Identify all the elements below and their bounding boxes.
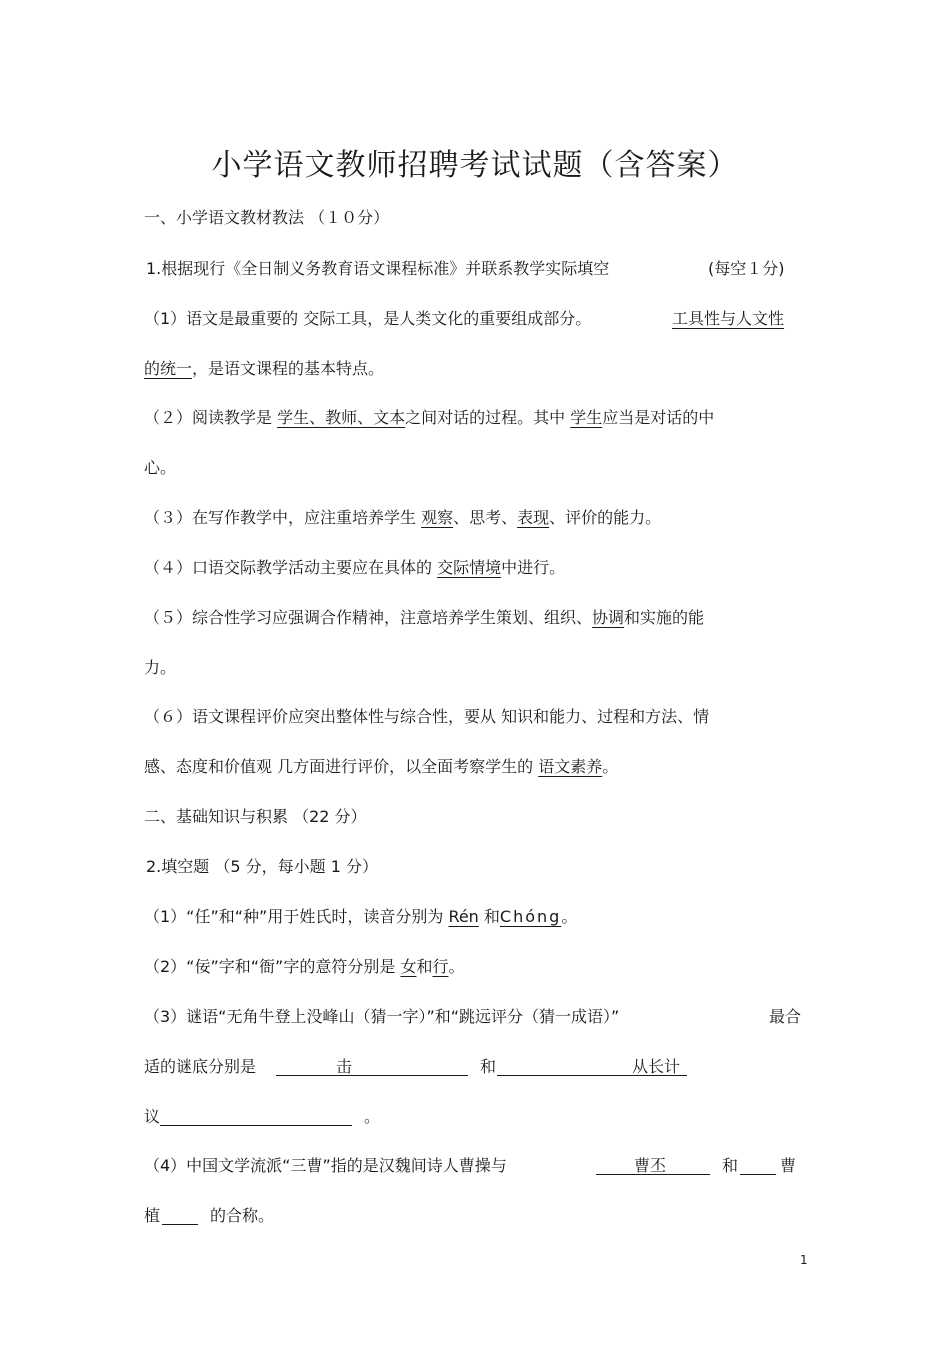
q1-item-2-text-c: 应当是对话的中 (602, 408, 715, 427)
q1-item-1-text: （1）语文是最重要的 交际工具，是人类文化的重要组成部分。 (144, 309, 592, 328)
q2-item-3-cont (144, 1056, 704, 1078)
q2-item-3 (144, 1006, 802, 1028)
q2-item-4-blank-2 (740, 1155, 776, 1175)
q1-item-2-answer-1: 学生、教师、文本 (277, 408, 406, 427)
q1-item-3-text-b: 、思考、 (453, 508, 518, 527)
q2-item-3-answer-2a: 从长计 (632, 1057, 681, 1076)
page-number: 1 (800, 1253, 808, 1267)
q1-item-3 (144, 507, 661, 529)
section-2-heading: 二、基础知识与积累 （22 分） (144, 807, 367, 826)
q2-item-4-text-c: 植 (144, 1206, 161, 1225)
q1-item-5-text-b: 和实施的能 (624, 608, 705, 627)
q2-item-4-text-b: 和 (722, 1156, 739, 1175)
q1-item-2-text-a: （２）阅读教学是 (144, 408, 278, 427)
q1-item-4 (144, 557, 565, 579)
q2-item-1-answer-2: Chóng (499, 907, 562, 926)
q2-item-3-blank-1 (276, 1056, 468, 1076)
q2-item-3-answer-2b: 议 (144, 1107, 161, 1126)
q2-item-2-answer-2: 行 (432, 957, 449, 976)
q1-stem (146, 258, 785, 280)
q1-item-1-answer-b: 的统一 (144, 359, 193, 378)
q1-item-3-text-a: （３）在写作教学中，应注重培养学生 (144, 508, 422, 527)
q2-item-4-answer-1: 曹丕 (634, 1156, 667, 1175)
q2-item-4-blank-3 (162, 1205, 198, 1225)
q2-item-1-text-b: 和 (478, 907, 500, 926)
q2-item-4-text-a: （4）中国文学流派“三曹”指的是汉魏间诗人曹操与 (144, 1156, 507, 1175)
q2-item-4-text-d: 的合称。 (210, 1206, 275, 1225)
q1-item-1-answer-a: 工具性与人文性 (672, 309, 785, 328)
q1-item-1-tail: ，是语文课程的基本特点。 (192, 359, 385, 378)
q1-item-5-text-a: （５）综合性学习应强调合作精神，注意培养学生策划、组织、 (144, 608, 593, 627)
q2-item-1-text-a: （1）“任”和“种”用于姓氏时，读音分别为 (144, 907, 449, 926)
q1-item-6-text-c: 。 (602, 757, 619, 776)
q2-stem: 2.填空题 （5 分，每小题 1 分） (146, 857, 378, 876)
q2-item-3-text-b: 最合 (769, 1007, 802, 1026)
q2-item-2-text-a: （2）“佞”字和“衙”字的意符分别是 (144, 957, 401, 976)
page-title: 小学语文教师招聘考试试题（含答案） (211, 148, 739, 183)
q1-item-4-text-b: 中进行。 (501, 558, 566, 577)
q1-item-5-cont: 力。 (144, 658, 177, 677)
q2-item-3-text-a: （3）谜语“无角牛登上没峰山（猜一字）”和“跳远评分（猜一成语）” (144, 1007, 620, 1026)
q2-item-2-text-b: 和 (416, 957, 433, 976)
q2-item-4 (144, 1155, 804, 1177)
q2-item-3-text-c: 适的谜底分别是 (144, 1057, 257, 1076)
q1-item-3-text-c: 、评价的能力。 (549, 508, 662, 527)
q1-item-6-cont (144, 756, 618, 778)
q1-item-3-answer-2: 表现 (517, 508, 550, 527)
q2-item-3-cont-2 (144, 1106, 404, 1128)
q2-item-2-answer-1: 女 (400, 957, 417, 976)
q2-item-2-text-c: 。 (448, 957, 465, 976)
q2-item-1-answer-1: Rén (448, 907, 479, 926)
q2-item-3-answer-1: 击 (336, 1057, 353, 1076)
q1-item-4-answer: 交际情境 (437, 558, 502, 577)
q2-item-3-text-e: 。 (364, 1107, 381, 1126)
section-1-heading: 一、小学语文教材教法 （１０分） (144, 208, 390, 227)
q1-item-6-answer: 语文素养 (538, 757, 603, 776)
q1-item-1-cont (144, 358, 384, 380)
q1-item-2-cont: 心。 (144, 458, 177, 477)
q1-item-2 (144, 407, 714, 429)
q1-item-3-answer-1: 观察 (421, 508, 454, 527)
q1-item-1 (144, 308, 785, 330)
q1-stem-text: 1.根据现行《全日制义务教育语文课程标准》并联系教学实际填空 (146, 259, 610, 278)
q2-item-4-answer-2: 曹 (780, 1156, 797, 1175)
q1-item-2-answer-2: 学生 (570, 408, 603, 427)
q1-score: (每空１分) (708, 259, 785, 278)
q2-item-3-blank-3 (160, 1106, 352, 1126)
q1-item-6: （６）语文课程评价应突出整体性与综合性，要从 知识和能力、过程和方法、情 (144, 707, 710, 726)
q2-item-2 (144, 956, 465, 978)
q2-item-4-cont (144, 1205, 304, 1227)
q2-item-1-text-c: 。 (561, 907, 578, 926)
q1-item-5 (144, 607, 704, 629)
q1-item-5-answer: 协调 (592, 608, 625, 627)
q2-item-1 (144, 906, 577, 928)
q2-item-3-text-d: 和 (480, 1057, 497, 1076)
q1-item-4-text-a: （４）口语交际教学活动主要应在具体的 (144, 558, 438, 577)
q1-item-2-text-b: 之间对话的过程。其中 (405, 408, 571, 427)
q1-item-6-text-b: 感、态度和价值观 几方面进行评价，以全面考察学生的 (144, 757, 539, 776)
